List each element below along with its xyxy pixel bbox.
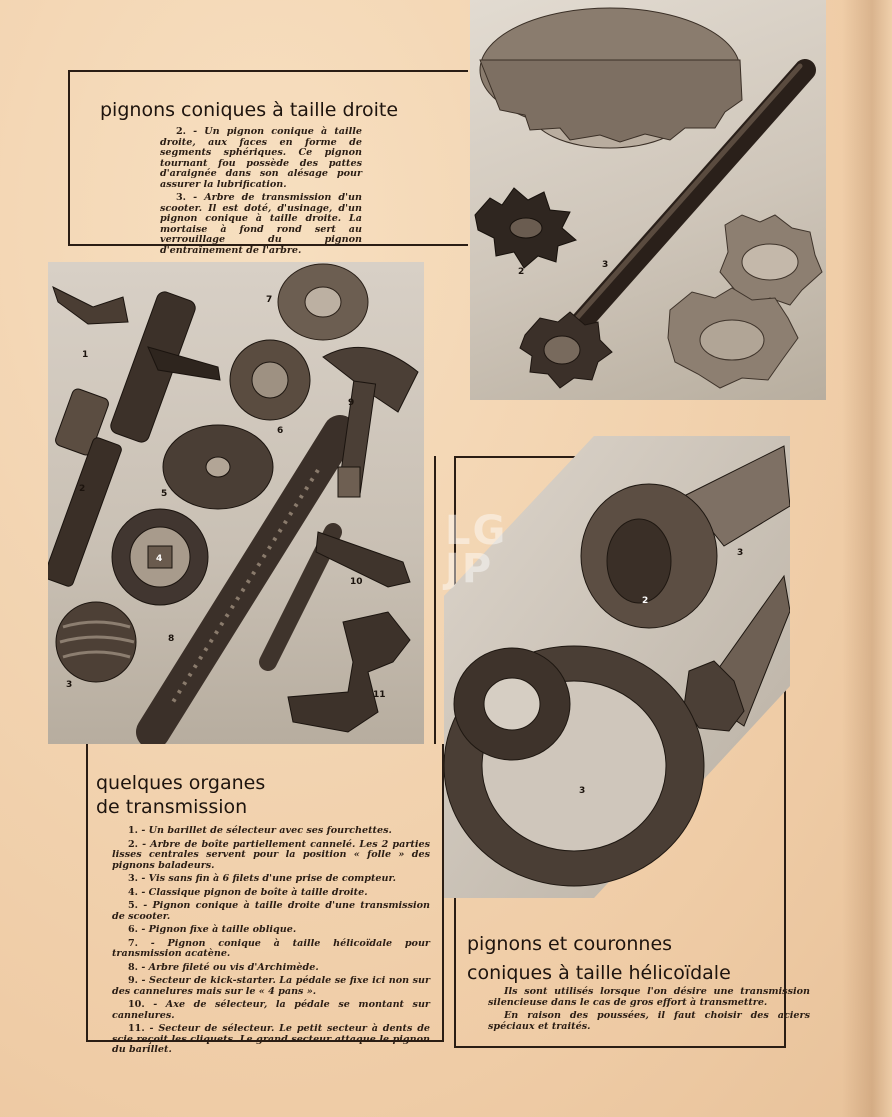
photo-label: 9 — [348, 398, 355, 408]
spiral-crown-wheel — [444, 646, 704, 886]
watermark-line: LG — [445, 508, 508, 554]
paired-bevel-gears — [668, 215, 822, 388]
section2-caption — [112, 826, 430, 1059]
photo-label: 4 — [156, 554, 163, 564]
section3-title-line2: coniques à taille hélicoïdale — [467, 962, 731, 984]
photo-label: 2 — [642, 596, 649, 606]
section3-title — [467, 930, 731, 988]
watermark-line: JP — [445, 546, 494, 592]
spiral-bevel-illustration — [444, 436, 790, 898]
photo-label: 3 — [579, 786, 586, 796]
section2-title-line1: quelques organes — [96, 772, 266, 794]
section2-title — [96, 772, 265, 820]
section2-item: 7. - Pignon conique à taille hélicoïdale pour transmission acatène. — [112, 937, 430, 959]
photo-label: 8 — [168, 634, 175, 644]
section3-paragraph: Ils sont utilisés lorsque l'on désire une transmission silencieuse dans le cas de gros effort à transmettre. — [488, 986, 810, 1008]
section2-item: 3. - Vis sans fin à 6 filets d'une prise de compteur. — [128, 873, 397, 884]
photo-label: 1 — [82, 350, 89, 360]
page-fold-shadow — [842, 0, 892, 1117]
photo-label: 10 — [350, 577, 363, 587]
spiral-bevel-photo — [444, 436, 790, 898]
section2-title-line2: de transmission — [96, 795, 248, 818]
transmission-parts-photo — [48, 262, 424, 744]
splined-shaft — [48, 436, 123, 587]
section2-item: 2. - Arbre de boîte partiellement cannelé. Les 2 parties lisses centrales servent pour la position « folle » des pignons baladeurs. — [112, 838, 430, 871]
section2-item: 1. - Un barillet de sélecteur avec ses fourchettes. — [128, 825, 392, 836]
section2-item: 4. - Classique pignon de boîte à taille droite. — [128, 886, 368, 898]
section3-title-line1: pignons et couronnes — [467, 933, 673, 955]
section1-item: 2. - Un pignon conique à taille droite, aux faces en forme de segments sphériques. Ce pignon tournant fou possède des pattes d'araignée dans son alésage pour assurer la lubrification. — [160, 126, 363, 190]
photo-label: 3 — [602, 260, 609, 270]
watermark-logo — [445, 508, 508, 592]
section1-item: 3. - Arbre de transmission d'un scooter. Il est doté, d'usinage, d'un pignon conique à taille droite. La mortaise à fond rond sert au verrouillage du pignon d'entraînement de l'arbre. — [160, 192, 362, 256]
section2-item: 6. - Pignon fixe à taille oblique. — [128, 924, 297, 935]
transmission-parts-illustration — [48, 262, 424, 744]
bevel-gears-illustration — [470, 0, 826, 400]
photo-label: 3 — [66, 680, 73, 690]
section3-paragraph: En raison des poussées, il faut choisir des aciers spéciaux et traités. — [488, 1010, 810, 1032]
photo-label: 6 — [277, 426, 284, 436]
section2-item: 10. - Axe de sélecteur, la pédale se montant sur cannelures. — [112, 999, 430, 1021]
photo-label: 7 — [266, 295, 273, 305]
section2-item: 9. - Secteur de kick-starter. La pédale se fixe ici non sur des cannelures mais sur le « 4 pans ». — [112, 975, 430, 997]
section1-caption — [160, 127, 362, 259]
worm-screw — [56, 602, 136, 682]
section2-item: 11. - Secteur de sélecteur. Le petit secteur à dents de scie reçoit les cliquets. Le grand secteur attaque le pignon du barillet. — [112, 1023, 431, 1055]
large-bevel-gear — [480, 8, 742, 148]
photo-label: 2 — [79, 484, 86, 494]
section2-item: 5. - Pignon conique à taille droite d'une transmission de scooter. — [112, 900, 431, 922]
scooter-bevel-pinion — [163, 425, 273, 509]
section1-title: pignons coniques à taille droite — [100, 99, 399, 121]
photo-label: 3 — [737, 548, 744, 558]
spiral-bevel-pinion — [278, 264, 368, 340]
photo-label: 2 — [518, 267, 525, 277]
helical-gear — [230, 340, 310, 420]
photo-label: 5 — [161, 489, 168, 499]
photo-label: 11 — [373, 690, 386, 700]
selector-sector — [288, 612, 410, 732]
shaft-pinion — [520, 312, 612, 388]
section2-frame-side — [434, 456, 436, 744]
bevel-gears-photo — [470, 0, 826, 400]
section2-item: 8. - Arbre fileté ou vis d'Archimède. — [128, 961, 319, 973]
section3-caption — [488, 987, 810, 1035]
small-bevel-pinion — [475, 188, 576, 268]
